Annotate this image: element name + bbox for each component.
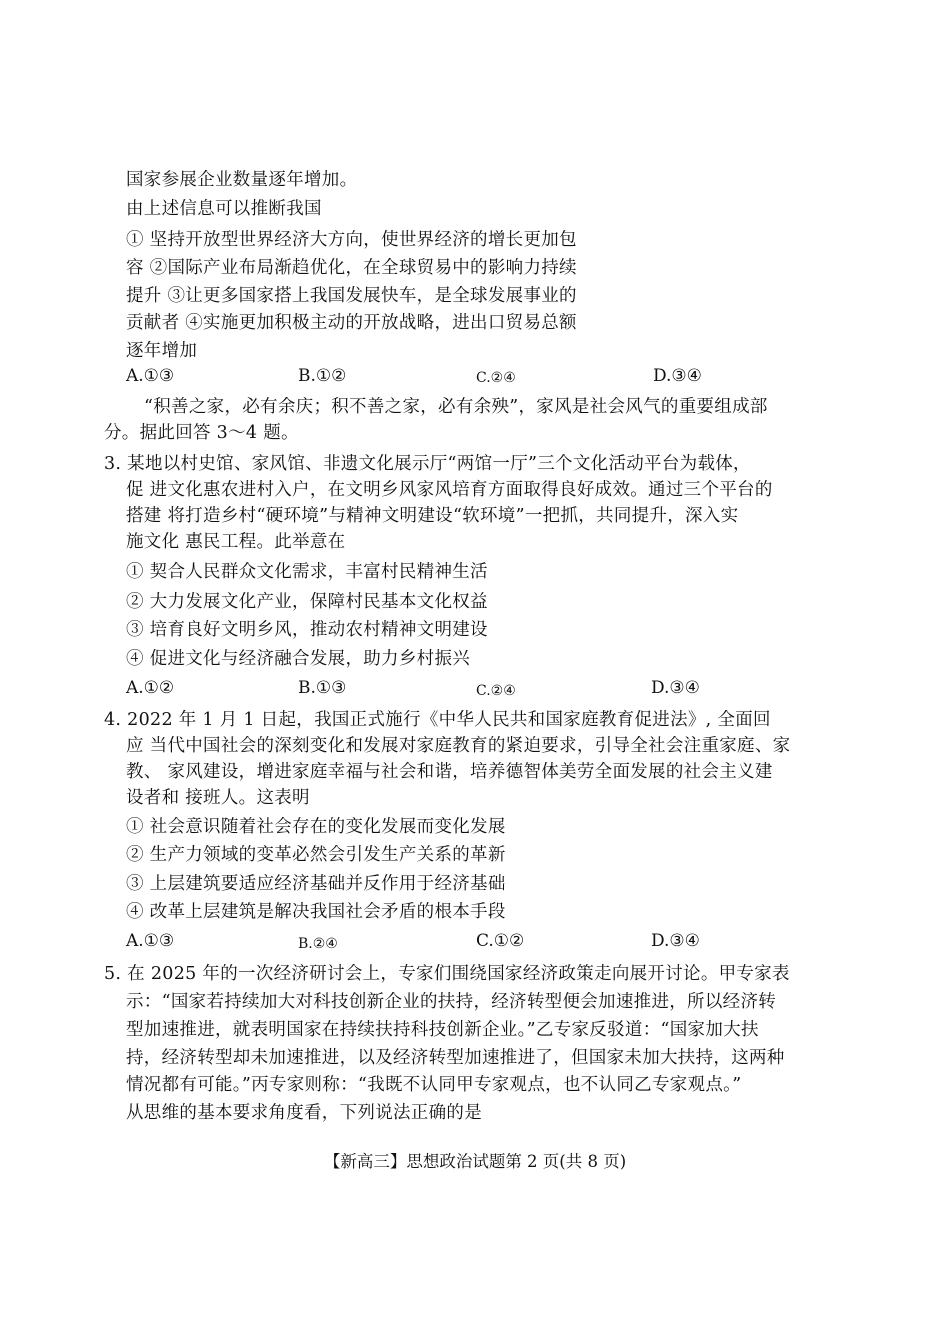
q3-statement: ③ 培育良好文明乡风，推动农村精神文明建设 <box>126 620 488 640</box>
q2-statement: 贡献者 ④实施更加积极主动的开放战略，进出口贸易总额 <box>126 313 577 333</box>
q3-option-d: D.③④ <box>651 678 700 698</box>
q4-statement: ③ 上层建筑要适应经济基础并反作用于经济基础 <box>126 874 506 894</box>
q3-stem-line: 施文化 惠民工程。此举意在 <box>126 532 346 552</box>
q3-option-b: B.①③ <box>298 678 347 698</box>
q2-option-a: A.①③ <box>126 366 175 386</box>
q2-option-c: C.②④ <box>476 370 516 386</box>
q2-statement: 提升 ③让更多国家搭上我国发展快车，是全球发展事业的 <box>126 286 577 306</box>
q5-stem-line: 情况都有可能。”丙专家则称：“我既不认同甲专家观点，也不认同乙专家观点。” <box>126 1075 742 1095</box>
q4-statement: ④ 改革上层建筑是解决我国社会矛盾的根本手段 <box>126 902 506 922</box>
q2-statement: 容 ②国际产业布局渐趋优化，在全球贸易中的影响力持续 <box>126 258 577 278</box>
q3-statement: ④ 促进文化与经济融合发展，助力乡村振兴 <box>126 649 471 669</box>
q3-option-a: A.①② <box>126 678 175 698</box>
q2-option-b: B.①② <box>298 366 347 386</box>
q5-stem-line: 从思维的基本要求角度看，下列说法正确的是 <box>126 1103 482 1123</box>
q4-statement: ② 生产力领域的变革必然会引发生产关系的革新 <box>126 845 506 865</box>
q3-statement: ① 契合人民群众文化需求，丰富村民精神生活 <box>126 562 488 582</box>
q5-stem-line: 持，经济转型却未加速推进，以及经济转型加速推进了，但国家未加大扶持，这两种 <box>126 1048 785 1068</box>
q2-text-line: 由上述信息可以推断我国 <box>126 199 322 219</box>
q2-statement: 逐年增加 <box>126 341 198 361</box>
q2-statement: ① 坚持开放型世界经济大方向，使世界经济的增长更加包 <box>126 230 577 250</box>
q4-option-b: B.②④ <box>298 936 338 952</box>
q3-statement: ② 大力发展文化产业，保障村民基本文化权益 <box>126 592 488 612</box>
q4-statement: ① 社会意识随着社会存在的变化发展而变化发展 <box>126 817 506 837</box>
q4-stem-line: 4. 2022 年 1 月 1 日起，我国正式施行《中华人民共和国家庭教育促进法》, 全面回 <box>104 710 771 730</box>
q5-stem-line: 5. 在 2025 年的一次经济研讨会上，专家们围绕国家经济政策走向展开讨论。甲专家表 <box>104 964 790 984</box>
q4-option-d: D.③④ <box>651 931 700 951</box>
q4-stem-line: 设者和 接班人。这表明 <box>126 788 310 808</box>
q4-stem-line: 应 当代中国社会的深刻变化和发展对家庭教育的紧迫要求，引导全社会注重家庭、家 <box>126 736 791 756</box>
section-intro-line: 分。据此回答 3～4 题。 <box>104 423 299 443</box>
page-footer: 【新高三】思想政治试题第 2 页(共 8 页) <box>323 1152 627 1171</box>
q5-stem-line: 型加速推进，就表明国家在持续扶持科技创新企业。”乙专家反驳道：“国家加大扶 <box>126 1020 759 1040</box>
q4-option-a: A.①③ <box>126 931 175 951</box>
q3-stem-line: 促 进文化惠农进村入户，在文明乡风家风培育方面取得良好成效。通过三个平台的 <box>126 480 773 500</box>
q4-stem-line: 教、 家风建设，增进家庭幸福与社会和谐，培养德智体美劳全面发展的社会主义建 <box>126 762 773 782</box>
q3-option-c: C.②④ <box>476 683 516 699</box>
q3-stem-line: 3. 某地以村史馆、家风馆、非遗文化展示厅“两馆一厅”三个文化活动平台为载体， <box>104 454 751 474</box>
q4-option-c: C.①② <box>476 931 525 951</box>
q5-stem-line: 示：“国家若持续加大对科技创新企业的扶持，经济转型便会加速推进，所以经济转 <box>126 992 777 1012</box>
q3-stem-line: 搭建 将打造乡村“硬环境”与精神文明建设“软环境”一把抓，共同提升，深入实 <box>126 506 739 526</box>
section-intro-line: “积善之家，必有余庆；积不善之家，必有余殃”，家风是社会风气的重要组成部 <box>144 397 768 417</box>
q2-text-line: 国家参展企业数量逐年增加。 <box>126 170 358 190</box>
q2-option-d: D.③④ <box>653 366 702 386</box>
